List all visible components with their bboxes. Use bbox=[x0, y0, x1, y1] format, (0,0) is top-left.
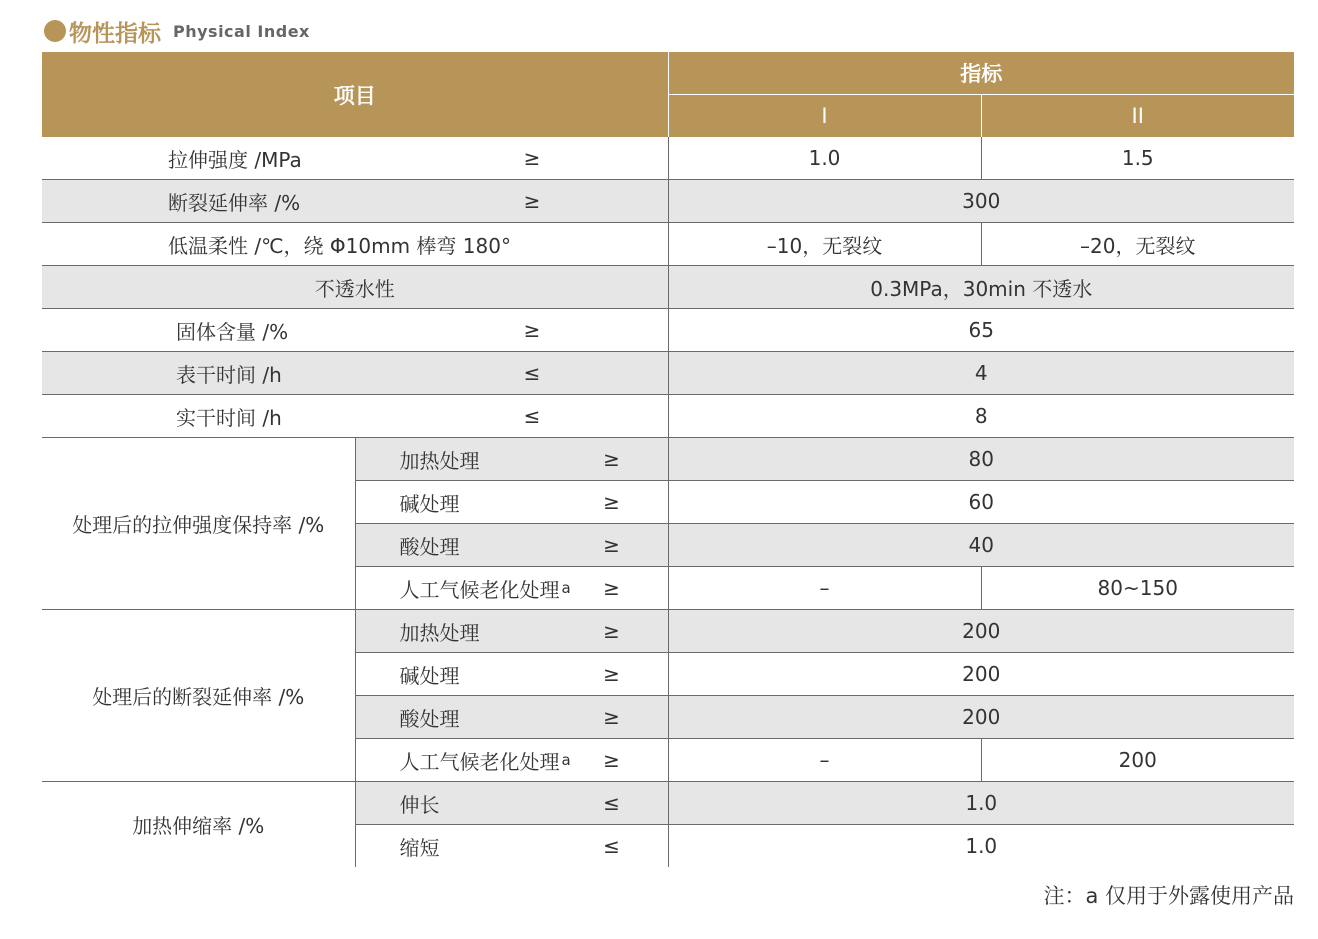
section-title-cn: 物性指标 bbox=[69, 20, 161, 47]
group-label: 处理后的断裂延伸率 /% bbox=[42, 610, 355, 782]
row-label: 加热处理 bbox=[399, 448, 480, 473]
row-label: 加热处理 bbox=[399, 620, 480, 645]
row-symbol: ≥ bbox=[603, 748, 620, 772]
value-both: 8 bbox=[974, 404, 988, 428]
row-symbol: ≤ bbox=[603, 834, 620, 858]
value-both: 65 bbox=[968, 318, 994, 342]
row-symbol: ≥ bbox=[603, 447, 620, 471]
row-symbol: ≥ bbox=[603, 533, 620, 557]
value-i: – bbox=[668, 739, 981, 782]
row-symbol: ≥ bbox=[523, 189, 541, 213]
value-ii: 80~150 bbox=[1097, 576, 1178, 600]
row-label: 低温柔性 /℃，绕 Φ10mm 棒弯 180° bbox=[168, 233, 511, 258]
row-symbol: ≥ bbox=[603, 619, 620, 643]
group-label: 加热伸缩率 /% bbox=[42, 782, 355, 868]
row-label: 酸处理 bbox=[399, 706, 460, 731]
row-label: 实干时间 /h bbox=[176, 405, 282, 430]
value-both: 1.0 bbox=[668, 782, 1294, 825]
header-grade-i: I bbox=[668, 95, 981, 138]
table-row bbox=[42, 438, 1294, 481]
footnote-marker: a bbox=[561, 578, 571, 597]
row-symbol: ≥ bbox=[523, 146, 541, 170]
row-label: 固体含量 /% bbox=[176, 319, 289, 344]
value-i: – bbox=[668, 567, 981, 610]
row-label: 拉伸强度 /MPa bbox=[168, 147, 302, 172]
value-ii: 1.5 bbox=[1121, 146, 1154, 170]
row-label: 表干时间 /h bbox=[176, 362, 282, 387]
row-label: 碱处理 bbox=[399, 663, 460, 688]
value-both: 200 bbox=[668, 696, 1294, 739]
table-row bbox=[42, 395, 1294, 438]
row-symbol: ≥ bbox=[603, 576, 620, 600]
row-label: 缩短 bbox=[399, 835, 440, 860]
header-grade-ii: II bbox=[981, 95, 1294, 138]
row-label: 人工气候老化处理 bbox=[399, 749, 560, 774]
table-row bbox=[42, 352, 1294, 395]
row-label: 碱处理 bbox=[399, 491, 460, 516]
footnote-marker: a bbox=[561, 750, 571, 769]
row-label: 不透水性 bbox=[42, 266, 668, 309]
row-symbol: ≥ bbox=[603, 662, 620, 686]
group-label: 处理后的拉伸强度保持率 /% bbox=[42, 438, 355, 610]
table-row bbox=[42, 610, 1294, 653]
header-index: 指标 bbox=[668, 52, 1294, 95]
section-title-en: Physical Index bbox=[173, 21, 310, 41]
row-label: 断裂延伸率 /% bbox=[168, 190, 301, 215]
row-symbol: ≤ bbox=[523, 361, 541, 385]
value-both: 200 bbox=[668, 610, 1294, 653]
row-symbol: ≥ bbox=[603, 705, 620, 729]
row-label: 人工气候老化处理 bbox=[399, 577, 560, 602]
value-both: 80 bbox=[668, 438, 1294, 481]
value-both: 200 bbox=[962, 662, 1001, 686]
row-symbol: ≥ bbox=[603, 490, 620, 514]
table-row bbox=[42, 782, 1294, 825]
table-row bbox=[42, 223, 1294, 266]
value-both: 0.3MPa，30min 不透水 bbox=[668, 266, 1294, 309]
value-i: 1.0 bbox=[668, 137, 981, 180]
table-row bbox=[42, 309, 1294, 352]
table-row bbox=[42, 180, 1294, 223]
row-symbol: ≤ bbox=[523, 404, 541, 428]
value-both: 1.0 bbox=[965, 834, 998, 858]
footnote: 注：a 仅用于外露使用产品 bbox=[1043, 884, 1294, 908]
physical-index-table bbox=[42, 52, 1294, 867]
table-row bbox=[42, 266, 1294, 309]
value-i: –10，无裂纹 bbox=[668, 223, 981, 266]
header-item: 项目 bbox=[42, 52, 668, 137]
row-label: 伸长 bbox=[399, 792, 440, 817]
section-title bbox=[44, 14, 310, 48]
value-both: 60 bbox=[968, 490, 994, 514]
row-symbol: ≤ bbox=[603, 791, 620, 815]
bullet-dot-icon bbox=[44, 20, 66, 42]
value-both: 300 bbox=[668, 180, 1294, 223]
value-ii: –20，无裂纹 bbox=[1080, 233, 1196, 258]
table-row bbox=[42, 137, 1294, 180]
value-both: 4 bbox=[668, 352, 1294, 395]
value-both: 40 bbox=[668, 524, 1294, 567]
row-symbol: ≥ bbox=[523, 318, 541, 342]
row-label: 酸处理 bbox=[399, 534, 460, 559]
value-ii: 200 bbox=[1118, 748, 1157, 772]
